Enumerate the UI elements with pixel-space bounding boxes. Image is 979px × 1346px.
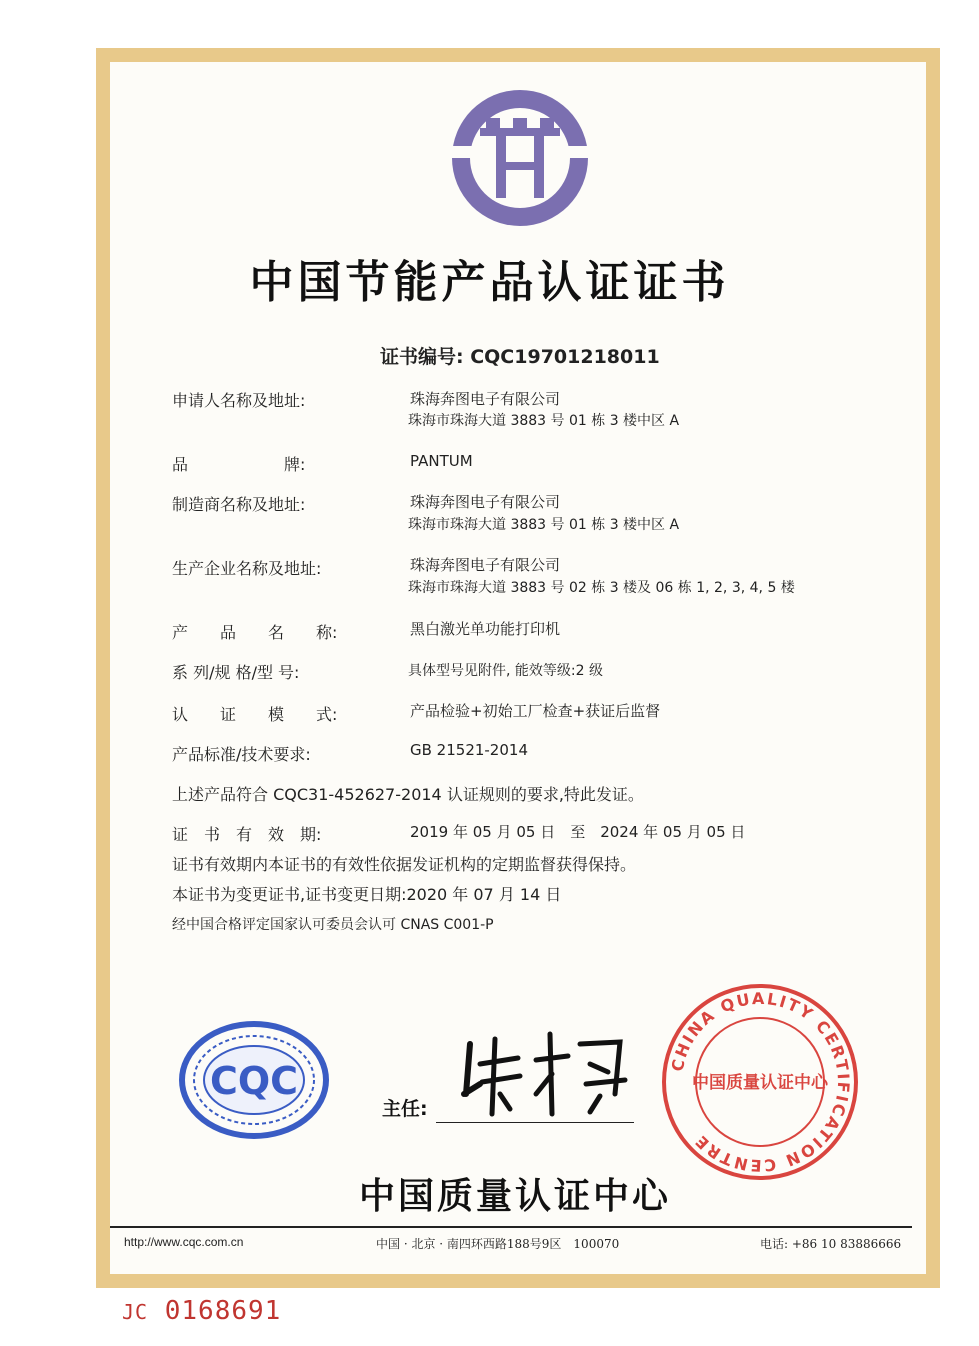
conformity-statement: 上述产品符合 CQC31-452627-2014 认证规则的要求,特此发证。 — [172, 785, 644, 804]
serial-digits: 0168691 — [164, 1296, 282, 1326]
standard-value: GB 21521-2014 — [410, 741, 528, 759]
director-label: 主任: — [382, 1098, 428, 1120]
cert-mode-value: 产品检验+初始工厂检查+获证后监督 — [410, 702, 661, 720]
director-signature — [440, 1024, 640, 1124]
seal-center-text: 中国质量认证中心 — [692, 1073, 828, 1093]
model-value: 具体型号见附件, 能效等级:2 级 — [408, 663, 603, 679]
footer-phone: 电话: +86 10 83886666 — [760, 1237, 902, 1251]
applicant-name: 珠海奔图电子有限公司 — [410, 390, 561, 408]
serial-prefix: JC — [122, 1300, 149, 1324]
seal-top-text: CHINA QUALITY CERTIFICATION CENTRE — [667, 988, 854, 1176]
certificate-number: 证书编号: CQC19701218011 — [380, 346, 660, 368]
change-note: 本证书为变更证书,证书变更日期:2020 年 07 月 14 日 — [172, 885, 562, 904]
factory-name: 珠海奔图电子有限公司 — [410, 556, 561, 574]
footer-address: 中国 · 北京 · 南四环西路188号9区 100070 — [376, 1237, 620, 1251]
manufacturer-name: 珠海奔图电子有限公司 — [410, 493, 561, 511]
validity-note: 证书有效期内本证书的有效性依据发证机构的定期监督获得保持。 — [172, 855, 637, 874]
product-name-label: 产 品 名 称: — [172, 623, 338, 642]
brand-label: 品 牌: — [172, 455, 306, 474]
issuing-organization: 中国质量认证中心 — [358, 1176, 671, 1217]
signature-line — [436, 1122, 634, 1123]
cert-mode-label: 认 证 模 式: — [172, 705, 338, 724]
validity-value: 2019 年 05 月 05 日 至 2024 年 05 月 05 日 — [410, 823, 746, 841]
accreditation-note: 经中国合格评定国家认可委员会认可 CNAS C001-P — [172, 917, 494, 933]
cqc-logo-text: CQC — [209, 1059, 299, 1103]
certificate-title: 中国节能产品认证证书 — [249, 257, 730, 308]
manufacturer-address: 珠海市珠海大道 3883 号 01 栋 3 楼中区 A — [408, 517, 680, 533]
official-seal-stamp — [660, 982, 860, 1182]
footer-url: http://www.cqc.com.cn — [124, 1235, 244, 1249]
applicant-address: 珠海市珠海大道 3883 号 01 栋 3 楼中区 A — [408, 413, 680, 429]
manufacturer-label: 制造商名称及地址: — [172, 495, 306, 514]
certification-emblem-logo — [450, 88, 590, 228]
standard-label: 产品标准/技术要求: — [172, 745, 311, 764]
validity-label: 证 书 有 效 期: — [172, 825, 322, 844]
footer-divider — [110, 1226, 912, 1228]
applicant-label: 申请人名称及地址: — [172, 391, 306, 410]
factory-label: 生产企业名称及地址: — [172, 559, 322, 578]
serial-number — [122, 1296, 281, 1326]
factory-address: 珠海市珠海大道 3883 号 02 栋 3 楼及 06 栋 1, 2, 3, 4, 5 楼 — [408, 580, 795, 596]
cqc-logo — [178, 1020, 330, 1140]
model-label: 系 列/规 格/型 号: — [172, 663, 300, 682]
product-name-value: 黑白激光单功能打印机 — [410, 620, 561, 638]
brand-value: PANTUM — [410, 452, 473, 470]
